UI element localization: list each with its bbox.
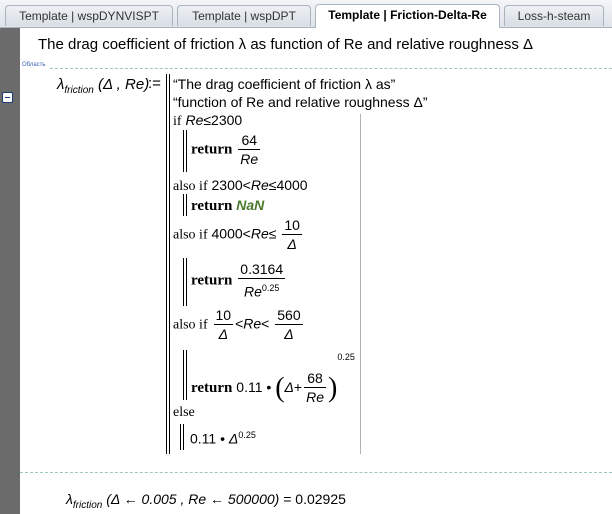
var-re: Re (250, 177, 269, 193)
also-if-clause-4[interactable] (173, 307, 305, 343)
program-bar-inner (169, 74, 170, 454)
return-3[interactable] (191, 261, 287, 301)
numerator: 560 (277, 307, 301, 323)
value-2300: 2300 (211, 112, 243, 128)
exponent: 0.25 (337, 352, 355, 362)
nan-value: NaN (236, 197, 265, 213)
denominator: Δ (218, 326, 228, 342)
also-if-clause-3[interactable] (173, 217, 304, 253)
fraction-10-over-delta (214, 307, 234, 343)
region-top-boundary (50, 68, 612, 69)
var-delta: Δ (284, 379, 294, 395)
tab-template-wspdynvispt[interactable]: Template | wspDYNVISPT (5, 5, 173, 26)
evaluation-args: (Δ ← 0.005 , Re ← 500000) (106, 491, 280, 507)
var-re: Re (250, 225, 269, 242)
var-re: Re (243, 283, 262, 300)
else-bar-a (180, 424, 181, 450)
exponent: 0.25 (238, 430, 256, 440)
value-2300: 2300 (211, 177, 243, 193)
var-delta: Δ (228, 430, 239, 447)
keyword-return: return (191, 141, 233, 158)
region-bottom-boundary (20, 472, 612, 473)
keyword-return: return (191, 380, 233, 396)
branch-bar-4a (183, 350, 184, 400)
op-le: ≤ (268, 177, 277, 193)
keyword-return: return (191, 198, 233, 214)
value-4000: 4000 (276, 177, 308, 193)
branch-bar-3a (183, 258, 184, 306)
value-4000: 4000 (211, 225, 243, 242)
fraction-10-over-delta (282, 217, 302, 253)
function-subscript: friction (72, 499, 103, 511)
else-clause[interactable] (173, 403, 195, 421)
tab-template-wspdpt[interactable]: Template | wspDPT (177, 5, 311, 26)
branch-bar-1b (186, 130, 187, 172)
op-lt: < (235, 315, 244, 332)
else-expression[interactable] (190, 430, 256, 447)
op-lt: < (242, 177, 251, 193)
keyword-else: else (173, 405, 195, 420)
keyword-also-if: also if (173, 227, 208, 243)
else-bar-b (183, 424, 184, 450)
return-2[interactable] (191, 197, 264, 215)
paren-left: ( (275, 372, 285, 404)
denominator: Δ (284, 326, 294, 342)
denominator: Re (240, 151, 259, 167)
also-if-clause-2[interactable] (173, 177, 308, 195)
equals-sign: = (283, 491, 292, 507)
program-bar-outer (166, 74, 167, 454)
left-gutter (0, 28, 20, 514)
denominator: Re (306, 389, 325, 406)
function-args: (Δ , Re) (98, 76, 150, 93)
doc-string-line-1: “The drag coefficient of friction λ as” (173, 76, 396, 92)
return-4[interactable] (191, 352, 355, 406)
program-right-rule (360, 114, 361, 454)
numerator: 68 (304, 370, 326, 388)
evaluation-expression[interactable] (66, 491, 346, 511)
assign-operator: := (148, 75, 161, 92)
branch-bar-3b (186, 258, 187, 306)
op-dot: • (266, 379, 272, 395)
var-re: Re (185, 112, 204, 128)
keyword-also-if: also if (173, 317, 208, 333)
fraction-68-over-re (304, 370, 326, 406)
tab-bar (0, 0, 612, 28)
keyword-also-if: also if (173, 179, 208, 194)
numerator: 0.3164 (240, 261, 284, 277)
return-1[interactable] (191, 132, 262, 168)
coefficient: 0.11 (236, 379, 263, 395)
function-name: λ (57, 76, 65, 93)
op-lt: < (242, 225, 251, 242)
numerator: 10 (284, 217, 300, 233)
var-re: Re (243, 315, 262, 332)
op-le: ≤ (268, 225, 277, 242)
collapse-region-icon[interactable] (2, 92, 13, 103)
op-le: ≤ (203, 112, 212, 128)
function-definition-head[interactable] (57, 76, 149, 96)
op-lt: < (261, 315, 270, 332)
coefficient: 0.11 (190, 430, 217, 447)
keyword-if: if (173, 114, 182, 129)
numerator: 64 (238, 132, 260, 150)
if-clause-1[interactable] (173, 112, 242, 130)
fraction-blasius (238, 261, 285, 301)
denominator: Δ (287, 236, 297, 252)
branch-bar-1a (183, 130, 184, 172)
denominator (238, 279, 285, 301)
tab-template-friction-delta-re[interactable]: Template | Friction-Delta-Re (315, 4, 500, 28)
fraction-64-over-re (238, 132, 260, 168)
function-name: λ (66, 491, 73, 507)
description-text: The drag coefficient of friction λ as function of Re and relative roughness Δ (38, 36, 534, 53)
branch-bar-4b (186, 350, 187, 400)
region-label: Область (22, 62, 46, 68)
doc-string-line-2: “function of Re and relative roughness Δ” (173, 94, 428, 110)
paren-right: ) (328, 372, 338, 404)
op-plus: + (293, 379, 303, 395)
numerator: 10 (215, 307, 232, 323)
evaluation-result: 0.02925 (295, 491, 346, 507)
branch-bar-2b (186, 194, 187, 216)
op-dot: • (220, 430, 226, 447)
fraction-560-over-delta (275, 307, 302, 343)
branch-bar-2a (183, 194, 184, 216)
function-subscript: friction (64, 85, 94, 96)
tab-loss-h-steam[interactable]: Loss-h-steam (504, 5, 604, 26)
keyword-return: return (191, 272, 233, 289)
exponent: 0.25 (261, 283, 280, 293)
